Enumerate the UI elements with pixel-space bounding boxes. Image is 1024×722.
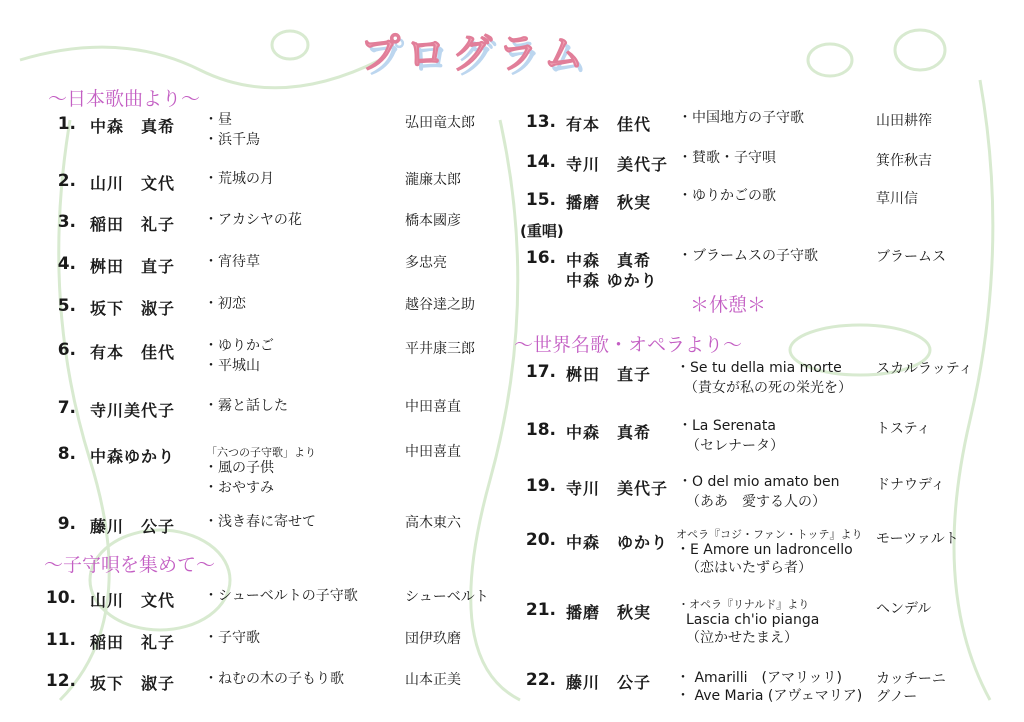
performer-name: 寺川 美代子 (566, 479, 669, 498)
song-title: ・霧と話した (204, 398, 288, 414)
performer-name: 有本 佳代 (566, 115, 652, 134)
item-number: 17. (525, 362, 556, 382)
item-number: 11. (45, 630, 76, 650)
performer-name: 中森 ゆかり (566, 271, 658, 290)
performer-name: 稲田 礼子 (90, 633, 176, 652)
composer-name: ブラームス (876, 249, 946, 265)
program-item (0, 208, 510, 238)
program-item (480, 526, 1020, 582)
song-title: ・平城山 (204, 358, 260, 374)
program-item (0, 626, 510, 656)
item-number: 12. (45, 671, 76, 691)
song-title: ・アカシヤの花 (204, 212, 302, 228)
leaf-vine-top (20, 47, 380, 88)
program-item (0, 438, 510, 496)
item-number: 13. (525, 112, 556, 132)
performer-name: 中森 真希 (566, 423, 652, 442)
song-title: ・風の子供 (204, 460, 274, 476)
song-title: ・子守歌 (204, 630, 260, 646)
program-item (480, 358, 1020, 402)
song-title: ・シューベルトの子守歌 (204, 588, 358, 604)
item-number: 18. (525, 420, 556, 440)
item-number: 8. (57, 444, 76, 464)
program-item (480, 666, 1020, 710)
song-title: ・昼 (204, 112, 232, 128)
song-title: （ああ 愛する人の） (686, 494, 826, 510)
item-number: 9. (57, 514, 76, 534)
page-title: プログラム (360, 31, 590, 77)
performer-name: 山川 文代 (90, 591, 176, 610)
performer-name: 有本 佳代 (90, 343, 176, 362)
item-number: 1. (57, 114, 76, 134)
song-title: ・ゆりかごの歌 (678, 188, 776, 204)
song-title: ・ゆりかご (204, 338, 274, 354)
item-number: 10. (45, 588, 76, 608)
song-title: ・ブラームスの子守歌 (678, 248, 818, 264)
performer-name: 桝田 直子 (90, 257, 176, 276)
composer-name: 多忠亮 (405, 255, 447, 271)
song-title: ・初恋 (204, 296, 246, 312)
song-title: ・賛歌・子守唄 (678, 150, 776, 166)
program-item (0, 292, 510, 322)
program-item (480, 186, 1020, 216)
song-title: ・浜千鳥 (204, 132, 260, 148)
item-number: 19. (525, 476, 556, 496)
item-number: 7. (57, 398, 76, 418)
song-title: Lascia ch'io pianga (686, 612, 820, 628)
item-number: 22. (525, 670, 556, 690)
program-item (0, 110, 510, 148)
composer-name: ドナウディ (876, 477, 945, 493)
composer-name: シューベルト (405, 589, 489, 605)
program-item (480, 596, 1020, 652)
program-item (0, 250, 510, 280)
performer-name: 中森 ゆかり (566, 533, 669, 552)
program-item (480, 472, 1020, 516)
composer-name: トスティ (876, 421, 931, 437)
composer-name: 中田喜直 (405, 444, 461, 460)
performer-name: 中森 真希 (90, 117, 176, 136)
song-title: ・La Serenata (678, 418, 776, 434)
item-number: 4. (57, 254, 76, 274)
program-item (0, 510, 510, 540)
program-item (0, 584, 510, 614)
performer-name: 寺川美代子 (90, 401, 176, 420)
composer-name: 山本正美 (405, 672, 461, 688)
section-lullabies: ～子守唄を集めて～ (44, 554, 216, 576)
performer-name: 坂下 淑子 (90, 674, 176, 693)
song-set-note: 「六つの子守歌」より (206, 446, 316, 459)
program-item (0, 394, 510, 424)
song-title: ・ねむの木の子もり歌 (204, 671, 344, 687)
item-number: 15. (525, 190, 556, 210)
item-number: 21. (525, 600, 556, 620)
composer-name: 弘田竜太郎 (405, 115, 475, 131)
song-set-note: オペラ『コジ・ファン・トッテ』より (676, 528, 863, 541)
item-number: 14. (525, 152, 556, 172)
flower-shape (808, 44, 852, 76)
program-item (0, 336, 510, 374)
performer-name: 中森ゆかり (90, 447, 176, 466)
program-item (480, 108, 1020, 138)
composer-name: 団伊玖磨 (405, 631, 461, 647)
song-title: ・中国地方の子守歌 (678, 110, 804, 126)
performer-name: 坂下 淑子 (90, 299, 176, 318)
item-number: 20. (525, 530, 556, 550)
composer-name: スカルラッティ (876, 361, 973, 377)
composer-name: 平井康三郎 (405, 341, 475, 357)
program-item (480, 244, 1020, 288)
program-item (480, 148, 1020, 178)
song-title: ・O del mio amato ben (678, 474, 840, 490)
flower-shape (272, 31, 308, 59)
composer-name: 瀧廉太郎 (405, 172, 461, 188)
song-title: ・おやすみ (204, 480, 274, 496)
song-title: （セレナータ） (686, 438, 784, 454)
composer-name: 箕作秋吉 (876, 153, 932, 169)
item-number: 2. (57, 171, 76, 191)
intermission-label: ＊休憩＊ (690, 294, 767, 316)
composer-name: カッチーニ (876, 671, 946, 687)
song-title: （貴女が私の死の栄光を） (684, 380, 852, 396)
composer-name: 中田喜直 (405, 399, 461, 415)
song-title: （恋はいたずら者） (686, 560, 812, 576)
performer-name: 山川 文代 (90, 174, 176, 193)
song-title: ・Se tu della mia morte (676, 360, 842, 376)
duet-label: (重唱) (520, 222, 564, 240)
song-set-note: ・オペラ『リナルド』より (678, 598, 810, 611)
item-number: 3. (57, 212, 76, 232)
section-japanese-songs: ～日本歌曲より～ (48, 88, 201, 110)
song-title: ・浅き春に寄せて (204, 514, 316, 530)
composer-name: グノー (876, 689, 918, 705)
composer-name: 越谷達之助 (405, 297, 475, 313)
performer-name: 中森 真希 (566, 251, 652, 270)
composer-name: 高木東六 (405, 515, 461, 531)
program-item (0, 167, 510, 197)
performer-name: 藤川 公子 (566, 673, 652, 692)
song-title: ・E Amore un ladroncello (676, 542, 853, 558)
composer-name: モーツァルト (876, 531, 959, 547)
performer-name: 藤川 公子 (90, 517, 176, 536)
performer-name: 桝田 直子 (566, 365, 652, 384)
performer-name: 播磨 秋実 (566, 193, 652, 212)
composer-name: 山田耕筰 (876, 113, 932, 129)
bear-shape (90, 530, 230, 630)
composer-name: 草川信 (876, 191, 918, 207)
performer-name: 稲田 礼子 (90, 215, 176, 234)
song-title: ・ Amarilli (アマリッリ) (676, 670, 842, 686)
rabbit-shape (895, 30, 945, 70)
performer-name: 寺川 美代子 (566, 155, 669, 174)
performer-name: 播磨 秋実 (566, 603, 652, 622)
composer-name: 橋本國彦 (405, 213, 461, 229)
song-title: （泣かせたまえ） (686, 630, 798, 646)
song-title: ・ Ave Maria (アヴェマリア) (676, 688, 863, 704)
song-title: ・荒城の月 (204, 171, 274, 187)
item-number: 16. (525, 248, 556, 268)
composer-name: ヘンデル (876, 601, 932, 617)
section-world-songs: ～世界名歌・オペラより～ (514, 334, 743, 356)
program-item (0, 667, 510, 697)
item-number: 5. (57, 296, 76, 316)
item-number: 6. (57, 340, 76, 360)
program-item (480, 416, 1020, 460)
song-title: ・宵待草 (204, 254, 260, 270)
